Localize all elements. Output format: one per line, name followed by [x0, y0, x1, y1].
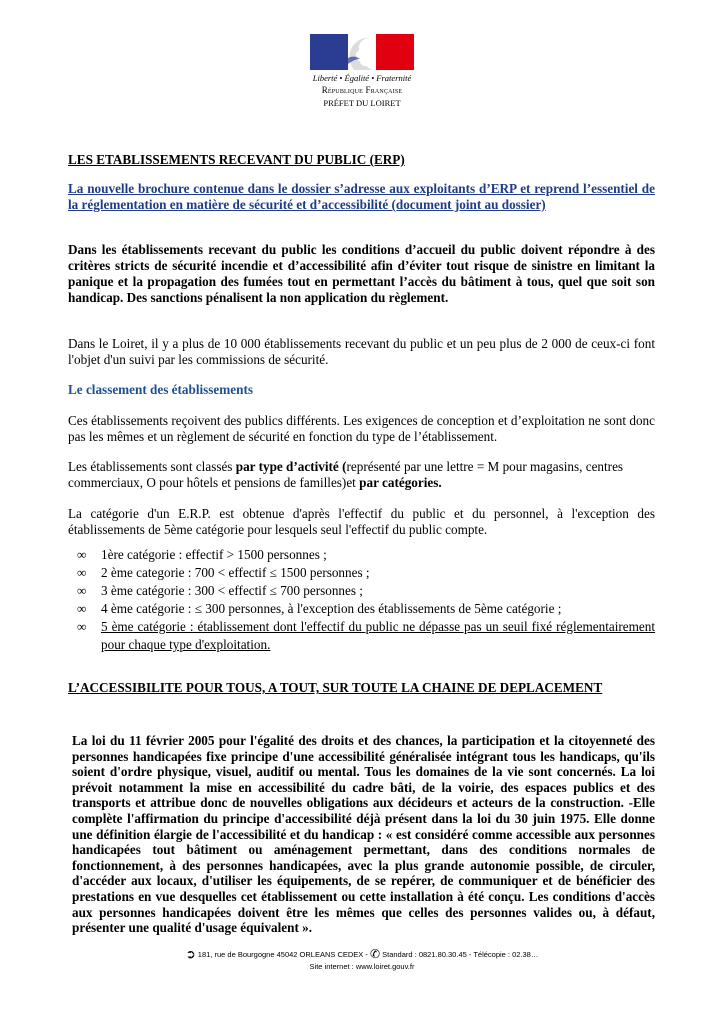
- republic-motto: Liberté • Égalité • Fraternité: [312, 73, 412, 83]
- list-item: [68, 582, 655, 600]
- classement-bold-1: par type d’activité (: [235, 459, 347, 474]
- loiret-paragraph: Dans le Loiret, il y a plus de 10 000 établissements recevant du public et un peu plus de 2 000 de ceux-ci font l'objet d'un suivi par les commissions de sécurité.: [68, 336, 655, 367]
- infinity-bullet-icon: ∞: [77, 547, 87, 562]
- classement-paragraph-3: La catégorie d'un E.R.P. est obtenue d'après l'effectif du public et du personnel, à l'exception des établissements de 5ème catégorie pour lesquels seul l'effectif du public compte.: [68, 506, 655, 537]
- footer-address-line: [0, 948, 724, 961]
- summary-paragraph: Dans les établissements recevant du public les conditions d’accueil du public doivent répondre à des critères stricts de sécurité incendie et d’accessibilité afin d’éviter tout risque de sinistre en limitant la panique et la propagation des fumées tout en permettant l’accès du bâtiment à tous, quel que soit son handicap. Des sanctions pénalisent la non application du règlement.: [68, 242, 655, 305]
- category-text: 5 ème catégorie : établissement dont l'effectif du public ne dépasse pas un seuil fixé réglementairement pour chaque type d'exploitation.: [101, 619, 655, 652]
- classement-bold-2: par catégories.: [359, 475, 442, 490]
- document-body: [68, 152, 655, 936]
- law-paragraph: La loi du 11 février 2005 pour l'égalité des droits et des chances, la participation et la citoyenneté des personnes handicapées fixe principe d'une accessibilité généralisée intégrant tous les handicaps, qu'ils soient d'ordre physique, visuel, auditif ou mental. Tous les domaines de la vie sont concernés. La loi prévoit notamment la mise en accessibilité du cadre bâti, de la voirie, des espaces publics et des transports et attribue donc de nouvelles obligations aux décideurs et acteurs de la construction. -Elle complète l'affirmation du principe d'accessibilité déjà présent dans la loi du 30 juin 1975. Elle donne une définition élargie de l'accessibilité et du handicap : « est considéré comme accessible aux personnes handicapées tout bâtiment ou aménagement permettant, dans des conditions normales de fonctionnement, à des personnes handicapées, avec la plus grande autonomie possible, de circuler, d'accéder aux locaux, d'utiliser les équipements, de se repérer, de communiquer et de bénéficier des prestations en vue desquelles cet établissement ou cette installation à été conçu. Les conditions d'accès aux personnes handicapées doivent être les mêmes que celles des personnes valides ou, à défaut, présenter une qualité d'usage équivalent ».: [72, 733, 655, 936]
- arrow-icon: ➲: [185, 947, 196, 961]
- infinity-bullet-icon: ∞: [77, 565, 87, 580]
- footer-address: 181, rue de Bourgogne 45042 ORLEANS CEDEX -: [195, 950, 370, 959]
- classement-text-1: Les établissements sont classés: [68, 459, 236, 474]
- classement-heading: Le classement des établissements: [68, 382, 253, 397]
- category-text: 1ère catégorie : effectif > 1500 personnes ;: [101, 547, 327, 562]
- infinity-bullet-icon: ∞: [77, 619, 87, 634]
- list-item: [68, 564, 655, 582]
- intro-link[interactable]: La nouvelle brochure contenue dans le dossier s’adresse aux exploitants d’ERP et reprend l’essentiel de la réglementation en matière de sécurité et d’accessibilité (document joint au dossier): [68, 181, 655, 212]
- footer: [0, 948, 724, 973]
- page-title: LES ETABLISSEMENTS RECEVANT DU PUBLIC (ERP): [68, 152, 405, 167]
- category-list: [68, 546, 655, 654]
- classement-paragraph-2: [68, 459, 655, 491]
- phone-icon: ✆: [369, 947, 381, 961]
- category-text: 2 ème categorie : 700 < effectif ≤ 1500 personnes ;: [101, 565, 370, 580]
- list-item: [68, 546, 655, 564]
- category-text: 4 ème catégorie : ≤ 300 personnes, à l'exception des établissements de 5ème catégorie ;: [101, 601, 562, 616]
- marianne-logo: [310, 34, 414, 70]
- classement-paragraph-1: Ces établissements reçoivent des publics différents. Les exigences de conception et d’exploitation ne sont donc pas les mêmes et un règlement de sécurité en fonction du type de l’établissement.: [68, 413, 655, 444]
- category-text: 3 ème catégorie : 300 < effectif ≤ 700 personnes ;: [101, 583, 363, 598]
- accessibility-heading: L’ACCESSIBILITE POUR TOUS, A TOUT, SUR TOUTE LA CHAINE DE DEPLACEMENT: [68, 680, 603, 695]
- list-item: [68, 618, 655, 654]
- list-item: [68, 600, 655, 618]
- footer-website[interactable]: Site internet : www.loiret.gouv.fr: [309, 962, 415, 971]
- prefecture-name: PRÉFET DU LOIRET: [323, 98, 401, 108]
- republic-name: République Française: [321, 85, 403, 95]
- infinity-bullet-icon: ∞: [77, 583, 87, 598]
- infinity-bullet-icon: ∞: [77, 601, 87, 616]
- classement-text-2: représenté par une lettre = M pour magasins, centres commerciaux, O pour hôtels et pensions de familles)et: [68, 459, 624, 490]
- footer-phone: Standard : 0821.80.30.45 - Télécopie : 02.38…: [380, 950, 539, 959]
